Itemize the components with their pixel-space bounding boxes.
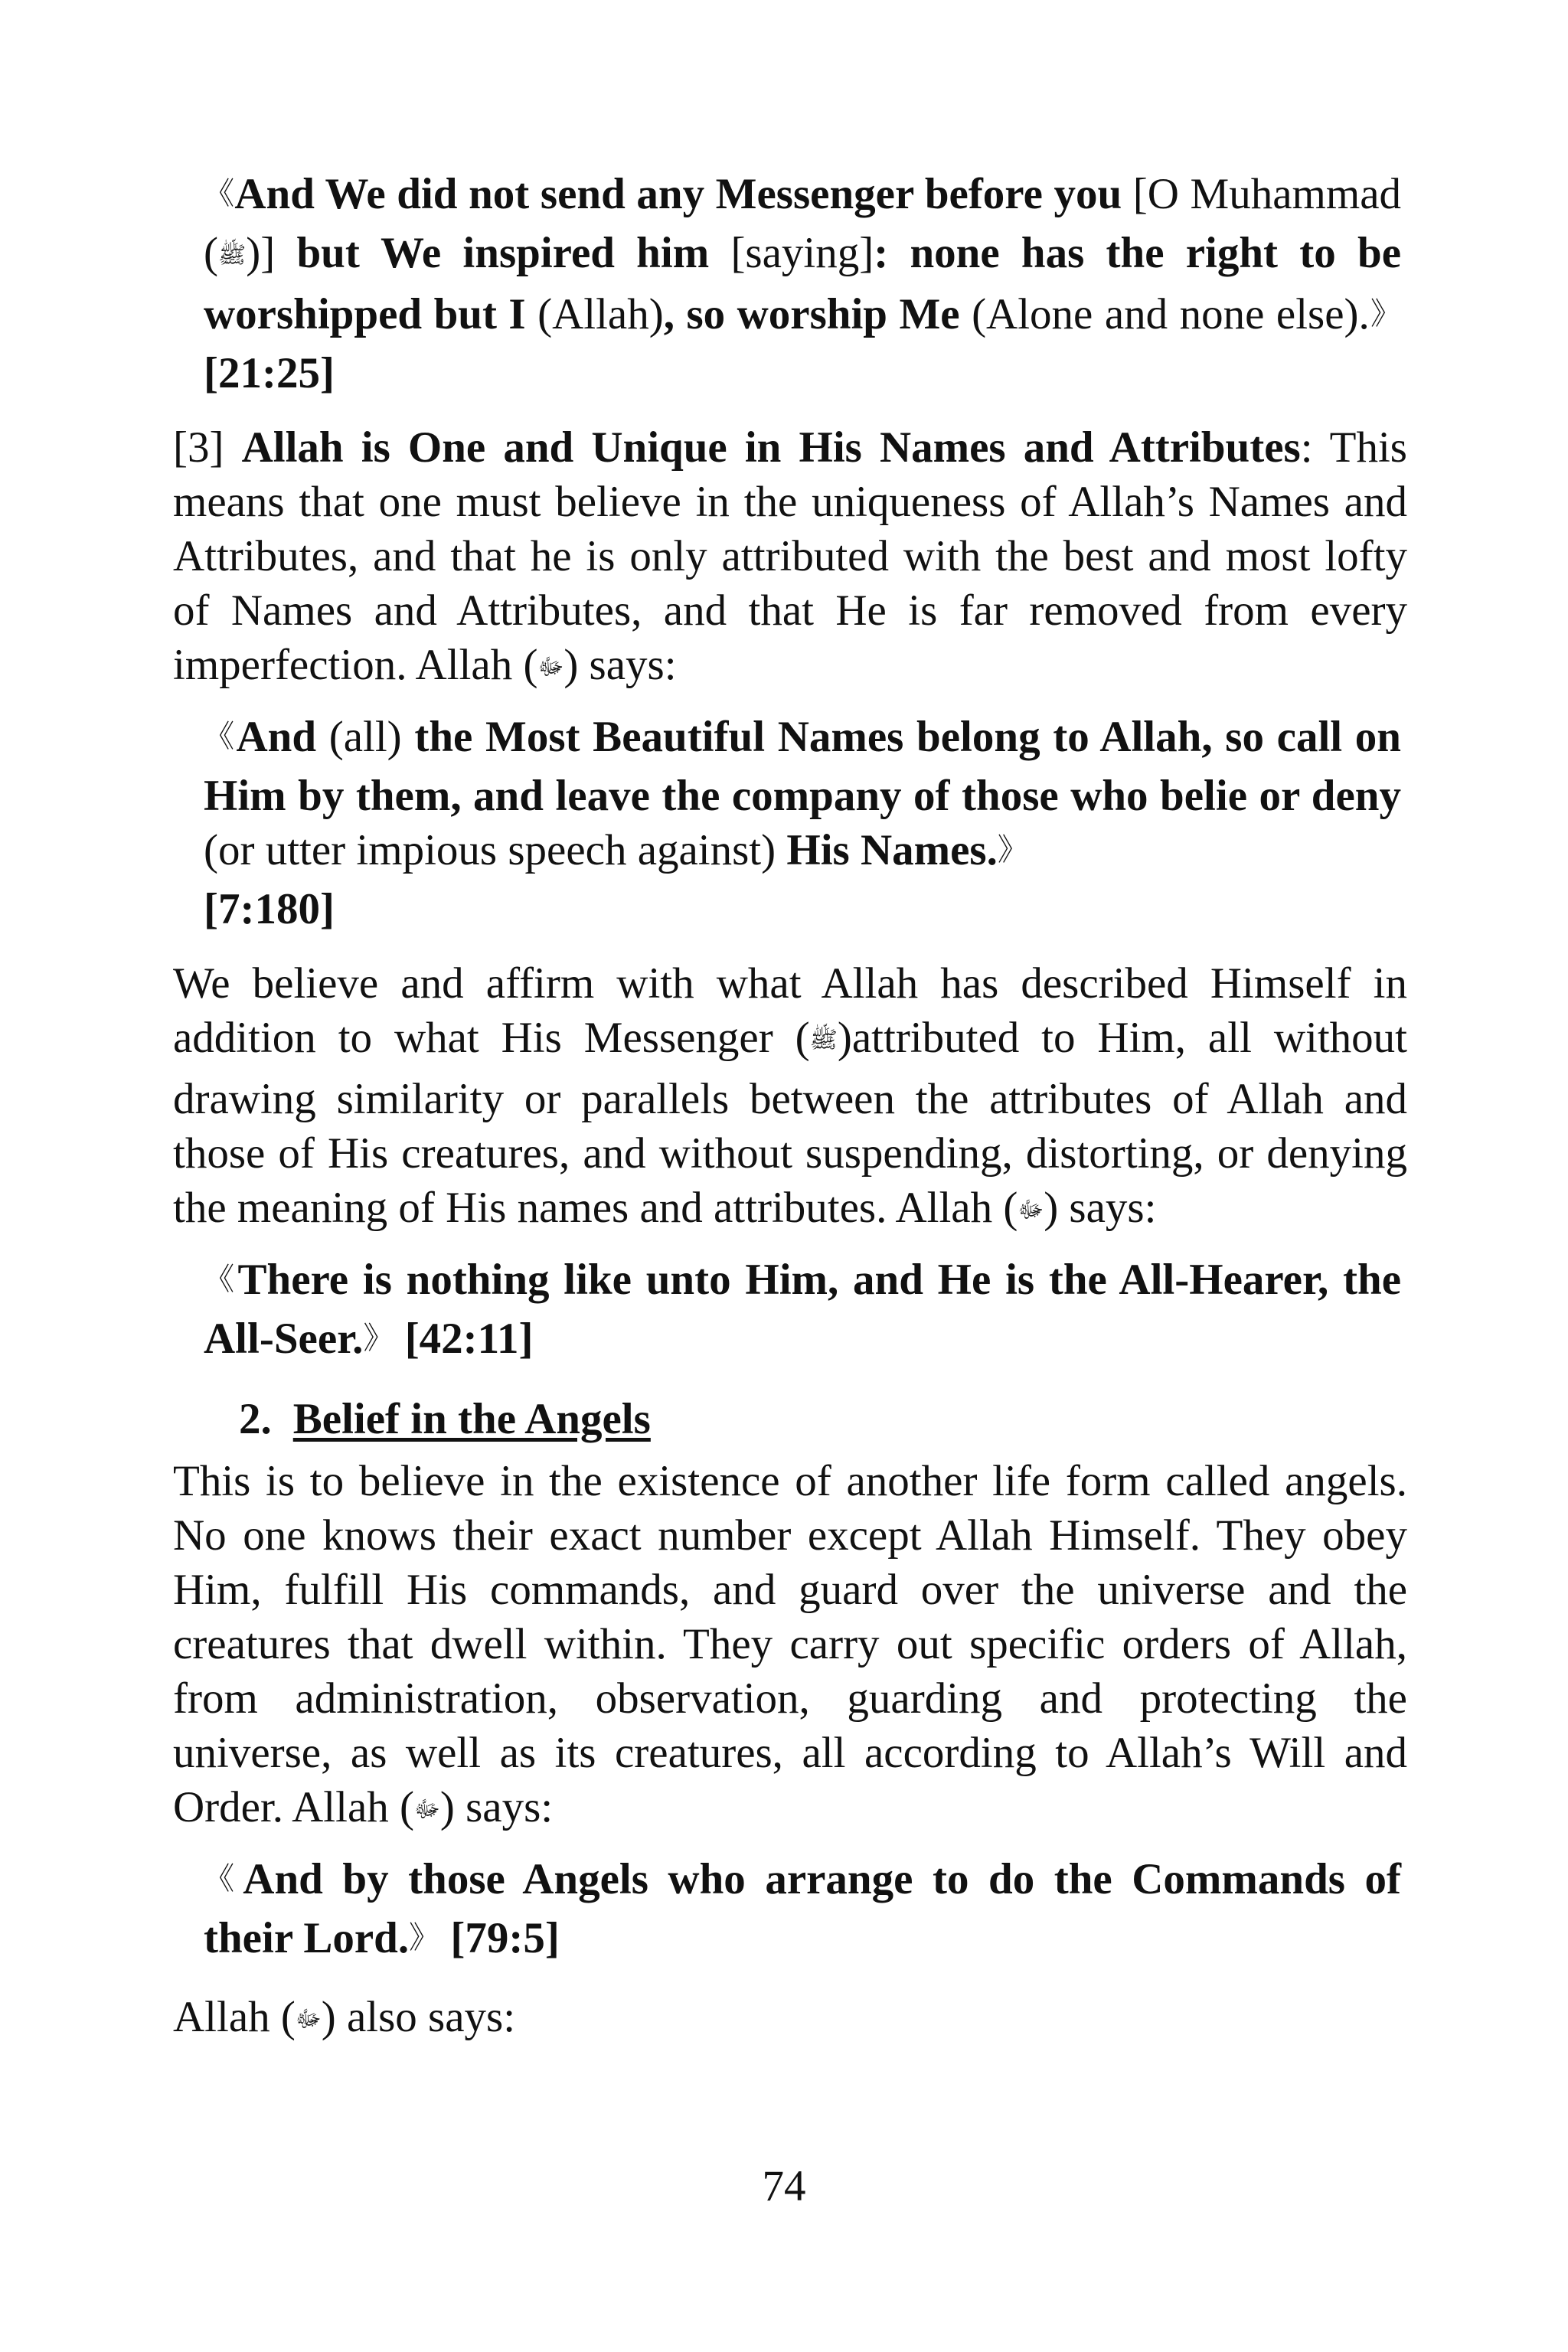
verse-text: And by those Angels who arrange to do the Commands of their Lord. — [204, 1855, 1401, 1962]
paragraph-affirm — [173, 956, 1407, 1242]
verse-insert: )] — [246, 229, 297, 277]
ornate-close-bracket-icon: 》 — [997, 832, 1028, 867]
paragraph-text: We believe and affirm with what Allah has described Himself in addition to what His Messenger ( — [173, 959, 1407, 1062]
point-number: [3] — [173, 423, 242, 472]
verse-42-11 — [204, 1253, 1401, 1370]
ornate-open-bracket-icon: 《 — [204, 719, 237, 754]
ornate-open-bracket-icon: 《 — [204, 176, 235, 211]
verse-reference: [42:11] — [394, 1315, 534, 1363]
point-title: Allah is One and Unique in His Names and Attributes — [241, 423, 1301, 472]
verse-insert: (Alone and none else). — [959, 290, 1370, 338]
paragraph-text: ) says: — [1044, 1184, 1157, 1232]
verse-text: : none has the right to be worshipped but I — [204, 229, 1401, 338]
honorific-glorified-icon: ﷻ — [537, 654, 564, 681]
verse-79-5 — [204, 1852, 1401, 1970]
verse-reference: [79:5] — [439, 1914, 560, 1962]
paragraph-also-says — [173, 1990, 1407, 2051]
honorific-glorified-icon: ﷻ — [1018, 1197, 1044, 1223]
paragraph-text: This is to believe in the existence of another life form called angels. No one knows their exact number except Allah Himself. They obey Him, fulfill His commands, and guard over the universe and the creatures that dwell within. They carry out specific orders of Allah, from administration, observation, guarding and protecting the universe, as well as its creatures, all according to Allah’s Will and Order. Allah ( — [173, 1457, 1407, 1831]
verse-21-25 — [204, 167, 1401, 400]
verse-text: And We did not send any Messenger before you — [234, 170, 1122, 218]
ornate-open-bracket-icon: 《 — [204, 1861, 243, 1896]
section-heading — [239, 1392, 1407, 1446]
honorific-glorified-icon: ﷻ — [414, 1796, 440, 1823]
verse-7-180 — [204, 710, 1401, 936]
verse-reference: [7:180] — [204, 885, 335, 933]
section-number: 2. — [239, 1395, 272, 1443]
paragraph-names-attributes — [173, 420, 1407, 699]
verse-text: the Most Beautiful Names belong to Allah, so call on Him by them, and leave the company of those who belie or deny — [204, 713, 1402, 820]
ornate-close-bracket-icon: 》 — [363, 1321, 394, 1356]
page-number: 74 — [762, 2162, 806, 2210]
paragraph-angels — [173, 1454, 1407, 1841]
verse-text: And — [236, 713, 317, 761]
ornate-close-bracket-icon: 》 — [1369, 296, 1401, 332]
paragraph-text: Allah ( — [173, 1993, 296, 2041]
ornate-open-bracket-icon: 《 — [204, 1262, 238, 1297]
honorific-pbuh-icon: ﷺ — [217, 242, 247, 269]
section-title: Belief in the Angels — [292, 1395, 651, 1443]
verse-insert: (Allah) — [525, 290, 664, 338]
honorific-pbuh-icon: ﷺ — [809, 1027, 838, 1054]
paragraph-text: ) says: — [439, 1783, 554, 1831]
paragraph-text: : This means that one must believe in the uniqueness of Allah’s Names and Attributes, and that he is only attributed with the best and most lofty of Names and Attributes, and that He is far removed from every imperfection. Allah ( — [173, 423, 1407, 689]
verse-insert: (or utter impious speech against) — [204, 826, 787, 874]
verse-text: but We inspired him — [296, 229, 710, 277]
ornate-close-bracket-icon: 》 — [409, 1920, 440, 1955]
page-content — [173, 167, 1407, 2051]
paragraph-text: )attributed to Him, all without drawing similarity or parallels between the attributes of Allah and those of His creatures, and without suspending, distorting, or denying the meaning of His names and attributes. Allah ( — [173, 1014, 1407, 1232]
paragraph-text: ) says: — [564, 641, 677, 689]
paragraph-text: ) also says: — [321, 1993, 516, 2041]
verse-insert: [O Muhammad ( — [204, 170, 1401, 277]
honorific-glorified-icon: ﷻ — [295, 2006, 322, 2033]
verse-text: His Names. — [786, 826, 998, 874]
verse-text: , so worship Me — [663, 290, 960, 338]
verse-insert: [saying] — [709, 229, 874, 277]
verse-reference: [21:25] — [204, 349, 335, 397]
verse-text: There is nothing like unto Him, and He is the All-Hearer, the All-Seer. — [204, 1256, 1402, 1363]
verse-insert: (all) — [316, 713, 415, 761]
